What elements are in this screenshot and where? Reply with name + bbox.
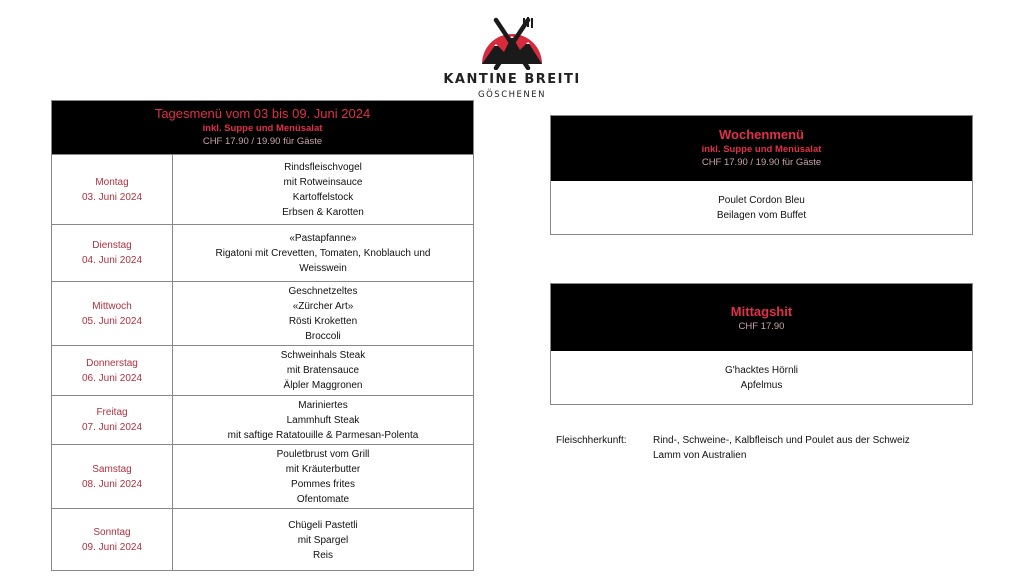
weekly-menu-title: Tagesmenü vom 03 bis 09. Juni 2024: [154, 106, 371, 121]
brand-name: KANTINE BREITI: [443, 72, 581, 87]
dish-line: Rindsfleischvogel: [284, 161, 362, 173]
meat-origin-line: Rind-, Schweine-, Kalbfleisch und Poulet aus der Schweiz: [653, 435, 910, 446]
day-row: [52, 154, 473, 224]
dish-line: Lammhuft Steak: [286, 414, 360, 426]
day-rows: [52, 154, 473, 571]
logo: [436, 14, 588, 104]
dish-line: Pouletbrust vom Grill: [276, 448, 370, 460]
dish-line: Weisswein: [299, 262, 347, 274]
day-cell: [52, 346, 173, 395]
dish-line: Broccoli: [305, 330, 341, 342]
dish-line: Geschnetzeltes: [288, 285, 358, 297]
day-date: 09. Juni 2024: [81, 542, 143, 553]
dish-line: Beilagen vom Buffet: [716, 209, 807, 221]
dish-line: Chügeli Pastetli: [288, 519, 358, 531]
dish-cell: [173, 346, 473, 395]
dish-line: Kartoffelstock: [292, 191, 354, 203]
day-cell: [52, 445, 173, 508]
dish-line: Erbsen & Karotten: [282, 206, 364, 218]
day-date: 08. Juni 2024: [81, 478, 143, 490]
dish-line: Schweinhals Steak: [280, 350, 366, 361]
dish-cell: [173, 155, 473, 224]
dish-line: Ofentomate: [296, 493, 350, 505]
dish-line: Mariniertes: [298, 399, 348, 411]
dish-line: mit Rotweinsauce: [283, 176, 363, 188]
day-date: 06. Juni 2024: [81, 372, 143, 384]
day-name: Montag: [95, 176, 129, 188]
meat-origin-line: Lamm von Australien: [653, 450, 747, 461]
wochenmenu-price: CHF 17.90 / 19.90 für Gäste: [701, 157, 822, 168]
dish-line: «Zürcher Art»: [292, 300, 354, 312]
day-row: [52, 444, 473, 508]
wochenmenu-box: [550, 115, 973, 235]
weekly-menu-header: [52, 101, 473, 154]
day-row: [52, 281, 473, 345]
dish-cell: [173, 445, 473, 508]
meat-origin-label: Fleischherkunft:: [556, 435, 627, 446]
day-date: 03. Juni 2024: [81, 191, 143, 203]
dish-line: mit Bratensauce: [286, 365, 360, 376]
day-cell: [52, 396, 173, 444]
dish-line: Rigatoni mit Crevetten, Tomaten, Knoblauch und: [215, 247, 431, 259]
dish-line: G'hacktes Hörnli: [724, 364, 799, 376]
mittagshit-header: [551, 284, 972, 351]
dish-cell: [173, 396, 473, 444]
dish-line: Reis: [312, 549, 333, 561]
dish-line: Älpler Maggronen: [283, 380, 363, 391]
day-date: 05. Juni 2024: [81, 315, 143, 327]
mittagshit-price: CHF 17.90: [738, 321, 785, 332]
day-name: Mittwoch: [92, 300, 132, 312]
mittagshit-dish: [551, 351, 972, 404]
mittagshit-title: Mittagshit: [730, 304, 793, 319]
day-cell: [52, 155, 173, 224]
day-row: [52, 395, 473, 444]
dish-line: mit Spargel: [297, 534, 349, 546]
day-row: [52, 345, 473, 395]
dish-line: Pommes frites: [291, 478, 355, 490]
crossed-fork-knife-mountains-icon: [478, 14, 546, 70]
meat-origin: [556, 433, 910, 463]
weekly-menu-price: CHF 17.90 / 19.90 für Gäste: [202, 136, 323, 147]
dish-line: mit Kräuterbutter: [285, 463, 361, 475]
wochenmenu-dish: [551, 181, 972, 234]
day-date: 04. Juni 2024: [81, 255, 143, 266]
day-row: [52, 224, 473, 281]
day-cell: [52, 282, 173, 345]
wochenmenu-subtitle: inkl. Suppe und Menüsalat: [701, 144, 822, 155]
dish-line: Rösti Kroketten: [288, 315, 358, 327]
dish-line: «Pastapfanne»: [289, 232, 357, 244]
dish-line: Poulet Cordon Bleu: [718, 194, 805, 206]
day-name: Donnerstag: [86, 357, 138, 369]
weekly-menu-subtitle: inkl. Suppe und Menüsalat: [202, 123, 323, 134]
wochenmenu-title: Wochenmenü: [719, 127, 804, 142]
dish-cell: [173, 282, 473, 345]
dish-cell: [173, 509, 473, 571]
day-name: Freitag: [96, 407, 128, 418]
day-row: [52, 508, 473, 571]
day-cell: [52, 225, 173, 281]
dish-line: Apfelmus: [740, 379, 783, 391]
dish-cell: [173, 225, 473, 281]
day-name: Sonntag: [93, 527, 131, 538]
weekly-menu-table: [51, 100, 474, 571]
day-name: Samstag: [92, 463, 132, 475]
day-date: 07. Juni 2024: [81, 422, 143, 433]
mittagshit-box: [550, 283, 973, 405]
day-cell: [52, 509, 173, 571]
dish-line: mit saftige Ratatouille & Parmesan-Polenta: [227, 429, 419, 441]
wochenmenu-header: [551, 116, 972, 181]
brand-town: GÖSCHENEN: [478, 90, 546, 100]
day-name: Dienstag: [92, 240, 132, 251]
